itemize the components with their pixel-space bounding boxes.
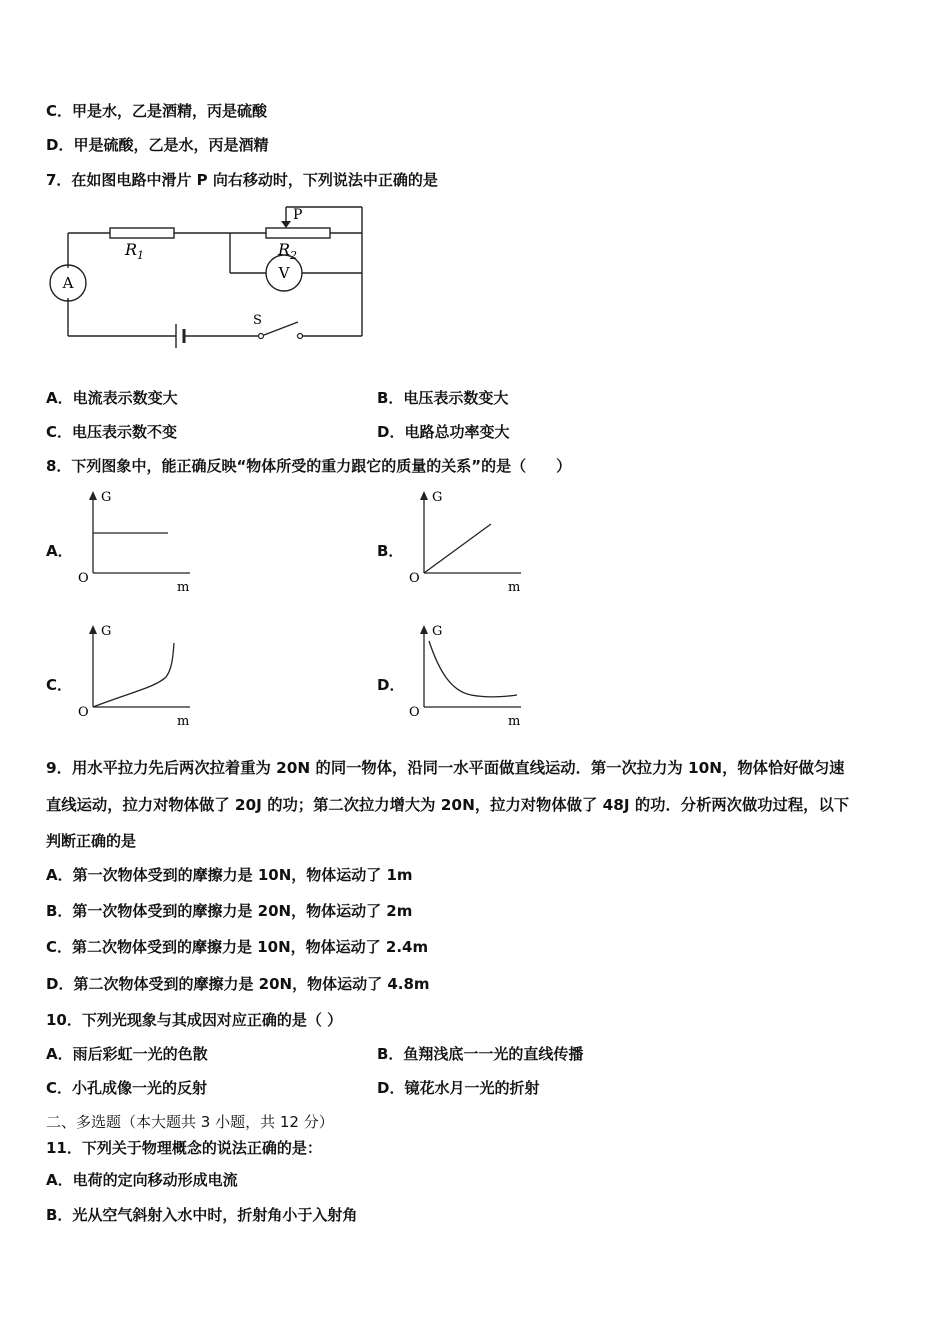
q6-option-d: D．甲是硫酸，乙是水，丙是酒精 [46,136,269,154]
r2-label: $R_2$ [278,240,298,262]
q11-stem: 11．下列关于物理概念的说法正确的是： [46,1139,322,1157]
q7-stem: 7．在如图电路中滑片 P 向右移动时，下列说法中正确的是 [46,171,438,189]
q8-graph-d-label: D． [377,676,405,694]
q7-option-c: C．电压表示数不变 [46,423,178,441]
q8-graph-b-label: B． [377,542,404,560]
x-axis-label: m [177,714,190,729]
switch-label: S [253,313,262,328]
q10-option-c: C．小孔成像一光的反射 [46,1079,208,1097]
y-axis-label: G [432,490,443,505]
origin-label: O [78,571,89,586]
voltmeter-label: V [278,264,290,282]
q8-stem: 8．下列图象中，能正确反映“物体所受的重力跟它的质量的关系”的是（ ） [46,457,572,475]
q9-option-b: B．第一次物体受到的摩擦力是 20N，物体运动了 2m [46,902,413,920]
origin-label: O [78,705,89,720]
q9-option-d: D．第二次物体受到的摩擦力是 20N，物体运动了 4.8m [46,975,430,993]
q9-option-a: A．第一次物体受到的摩擦力是 10N，物体运动了 1m [46,866,413,884]
q8-graph-d [405,621,535,731]
q10-option-d: D．镜花水月一光的折射 [377,1079,540,1097]
slider-arrow-icon [281,221,291,228]
q10-option-b: B．鱼翔浅底一一光的直线传播 [377,1045,584,1063]
q8-graph-b-curve [424,524,491,573]
slider-p-label: P [293,207,303,223]
r1-label: $R_1$ [125,240,145,262]
x-axis-label: m [508,580,521,595]
q7-option-d: D．电路总功率变大 [377,423,510,441]
q7-option-b: B．电压表示数变大 [377,389,509,407]
q9-stem-line-2: 直线运动，拉力对物体做了 20J 的功；第二次拉力增大为 20N，拉力对物体做了 48J 的功．分析两次做功过程，以下 [46,796,850,814]
q7-circuit-diagram [40,200,370,360]
q10-option-a: A．雨后彩虹一光的色散 [46,1045,208,1063]
q9-stem-line-3: 判断正确的是 [46,832,137,850]
q11-option-b: B．光从空气斜射入水中时，折射角小于入射角 [46,1206,358,1224]
origin-label: O [409,705,420,720]
y-axis-label: G [101,624,112,639]
origin-label: O [409,571,420,586]
q9-stem-line-1: 9．用水平拉力先后两次拉着重为 20N 的同一物体，沿同一水平面做直线运动．第一次拉力为 10N，物体恰好做匀速 [46,759,845,777]
x-axis-label: m [177,580,190,595]
y-axis-label: G [432,624,443,639]
q8-graph-c-curve [93,643,174,707]
q8-graph-a [74,487,204,597]
q8-graph-b [405,487,535,597]
y-axis-label: G [101,490,112,505]
q6-option-c: C．甲是水，乙是酒精，丙是硫酸 [46,102,268,120]
q11-option-a: A．电荷的定向移动形成电流 [46,1171,238,1189]
ammeter-label: A [62,274,74,292]
q9-option-c: C．第二次物体受到的摩擦力是 10N，物体运动了 2.4m [46,938,429,956]
q10-stem: 10．下列光现象与其成因对应正确的是（ ） [46,1011,343,1029]
x-axis-label: m [508,714,521,729]
q8-graph-c [74,621,204,731]
q7-option-a: A．电流表示数变大 [46,389,178,407]
q8-graph-d-curve [429,641,517,697]
q8-graph-c-label: C． [46,676,73,694]
section-2-title: 二、多选题（本大题共 3 小题，共 12 分） [46,1113,334,1131]
q8-graph-a-label: A． [46,542,73,560]
